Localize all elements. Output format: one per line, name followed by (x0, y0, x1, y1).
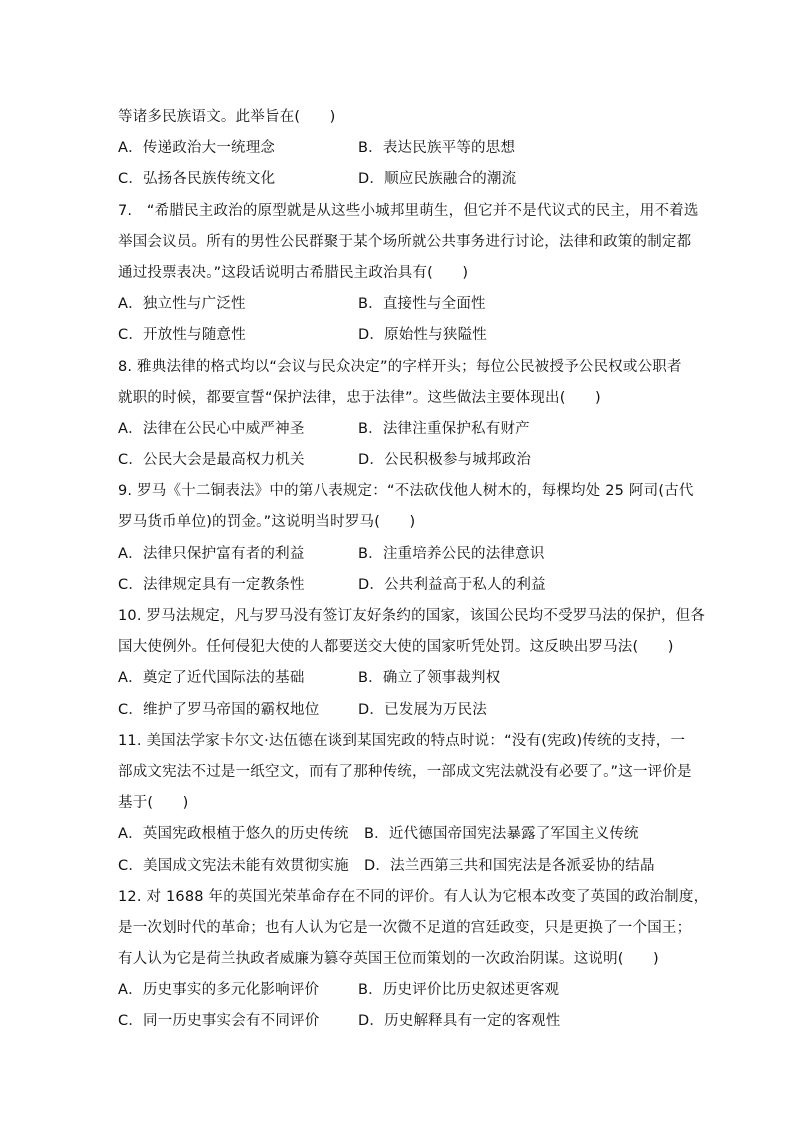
q9-stem-line-2: 罗马货币单位)的罚金。”这说明当时罗马( ) (118, 514, 416, 531)
q12-stem-line-2: 是一次划时代的革命；也有人认为它是一次微不足道的宫廷政变，只是更换了一个国王； (118, 919, 692, 936)
q9-option-b[interactable]: B．注重培养公民的法律意识 (358, 545, 545, 562)
q10-option-b[interactable]: B．确立了领事裁判权 (358, 670, 501, 687)
q7-options-row-1 (118, 289, 678, 320)
q7-option-b[interactable]: B．直接性与全面性 (358, 296, 486, 313)
q6-option-b[interactable]: B．表达民族平等的思想 (358, 140, 516, 157)
q7-option-d[interactable]: D．原始性与狭隘性 (358, 327, 487, 344)
q12-option-d[interactable]: D．历史解释具有一定的客观性 (358, 1013, 561, 1030)
question-list (118, 102, 709, 1038)
q8-options-row-2 (118, 445, 678, 476)
q6-options-row-2 (118, 164, 678, 195)
q9-options-row-1 (118, 539, 678, 570)
q8-stem-line-1: 8. 雅典法律的格式均以“会议与民众决定”的字样开头；每位公民被授予公民权或公职者 (118, 358, 682, 375)
q11-options-row-1 (118, 819, 678, 850)
q12-option-b[interactable]: B．历史评价比历史叙述更客观 (358, 982, 560, 999)
q7-option-a[interactable]: A．独立性与广泛性 (118, 296, 246, 313)
q9-stem-line-1: 9. 罗马《十二铜表法》中的第八表规定：“不法砍伐他人树木的，每棵均处 25 阿司(古代 (118, 483, 694, 500)
q10-stem-line-1: 10. 罗马法规定，凡与罗马没有签订友好条约的国家，该国公民均不受罗马法的保护，但各 (118, 608, 706, 624)
q6-stem-tail: 等诸多民族语文。此举旨在( ) (118, 109, 336, 125)
q11-stem-line-1: 11. 美国法学家卡尔文·达伍德在谈到某国宪政的特点时说：“没有(宪政)传统的支持，一 (118, 732, 686, 749)
q11-option-c[interactable]: C．美国成文宪法未能有效贯彻实施 (118, 857, 349, 874)
q12-option-c[interactable]: C．同一历史事实会有不同评价 (118, 1013, 320, 1030)
q6-option-a[interactable]: A．传递政治大一统理念 (118, 140, 276, 157)
q7-stem-line-1: 7. “希腊民主政治的原型就是从这些小城邦里萌生，但它并不是代议式的民主，用不着选 (118, 202, 699, 219)
q7-stem-line-2: 举国会议员。所有的男性公民群聚于某个场所就公共事务进行讨论，法律和政策的制定都 (118, 233, 692, 250)
q11-options-row-2 (118, 851, 678, 882)
q8-option-c[interactable]: C．公民大会是最高权力机关 (118, 452, 305, 469)
q8-option-b[interactable]: B．法律注重保护私有财产 (358, 420, 530, 437)
q6-option-d[interactable]: D．顺应民族融合的潮流 (358, 171, 517, 188)
q12-option-a[interactable]: A．历史事实的多元化影响评价 (118, 982, 320, 999)
q8-option-d[interactable]: D．公民积极参与城邦政治 (358, 452, 532, 469)
q8-options-row-1 (118, 414, 678, 445)
q8-option-a[interactable]: A．法律在公民心中威严神圣 (118, 420, 305, 437)
q7-options-row-2 (118, 320, 678, 351)
q9-option-a[interactable]: A．法律只保护富有者的利益 (118, 545, 305, 562)
q9-options-row-2 (118, 570, 678, 601)
q10-stem-line-2: 国大使例外。任何侵犯大使的人都要送交大使的国家听凭处罚。这反映出罗马法( ) (118, 639, 674, 656)
q12-options-row-2 (118, 1006, 678, 1037)
q11-option-d[interactable]: D．法兰西第三共和国宪法是各派妥协的结晶 (364, 857, 655, 874)
q11-stem-line-3: 基于( ) (118, 795, 189, 812)
q6-options-row-1 (118, 133, 678, 164)
q7-stem-line-3: 通过投票表决。”这段话说明古希腊民主政治具有( ) (118, 264, 469, 281)
q12-options-row-1 (118, 975, 678, 1006)
q10-options-row-1 (118, 663, 678, 694)
q10-options-row-2 (118, 695, 678, 726)
q11-stem-line-2: 部成文宪法不过是一纸空文，而有了那种传统，一部成文宪法就没有必要了。”这一评价是 (118, 763, 692, 780)
q11-option-a[interactable]: A．英国宪政根植于悠久的历史传统 (118, 826, 349, 843)
q7-option-c[interactable]: C．开放性与随意性 (118, 327, 246, 344)
q9-option-c[interactable]: C．法律规定具有一定教条性 (118, 576, 305, 593)
q8-stem-line-2: 就职的时候，都要宣誓“保护法律，忠于法律”。这些做法主要体现出( ) (118, 389, 601, 406)
q12-stem-line-3: 有人认为它是荷兰执政者威廉为篡夺英国王位而策划的一次政治阴谋。这说明( ) (118, 951, 659, 968)
q12-stem-line-1: 12. 对 1688 年的英国光荣革命存在不同的评价。有人认为它根本改变了英国的政治制度， (118, 888, 709, 905)
q10-option-d[interactable]: D．已发展为万民法 (358, 701, 487, 718)
q10-option-a[interactable]: A．奠定了近代国际法的基础 (118, 670, 305, 687)
q10-option-c[interactable]: C．维护了罗马帝国的霸权地位 (118, 701, 320, 718)
q9-option-d[interactable]: D．公共利益高于私人的利益 (358, 576, 546, 593)
q6-option-c[interactable]: C．弘扬各民族传统文化 (118, 171, 276, 188)
q11-option-b[interactable]: B．近代德国帝国宪法暴露了军国主义传统 (364, 826, 639, 843)
